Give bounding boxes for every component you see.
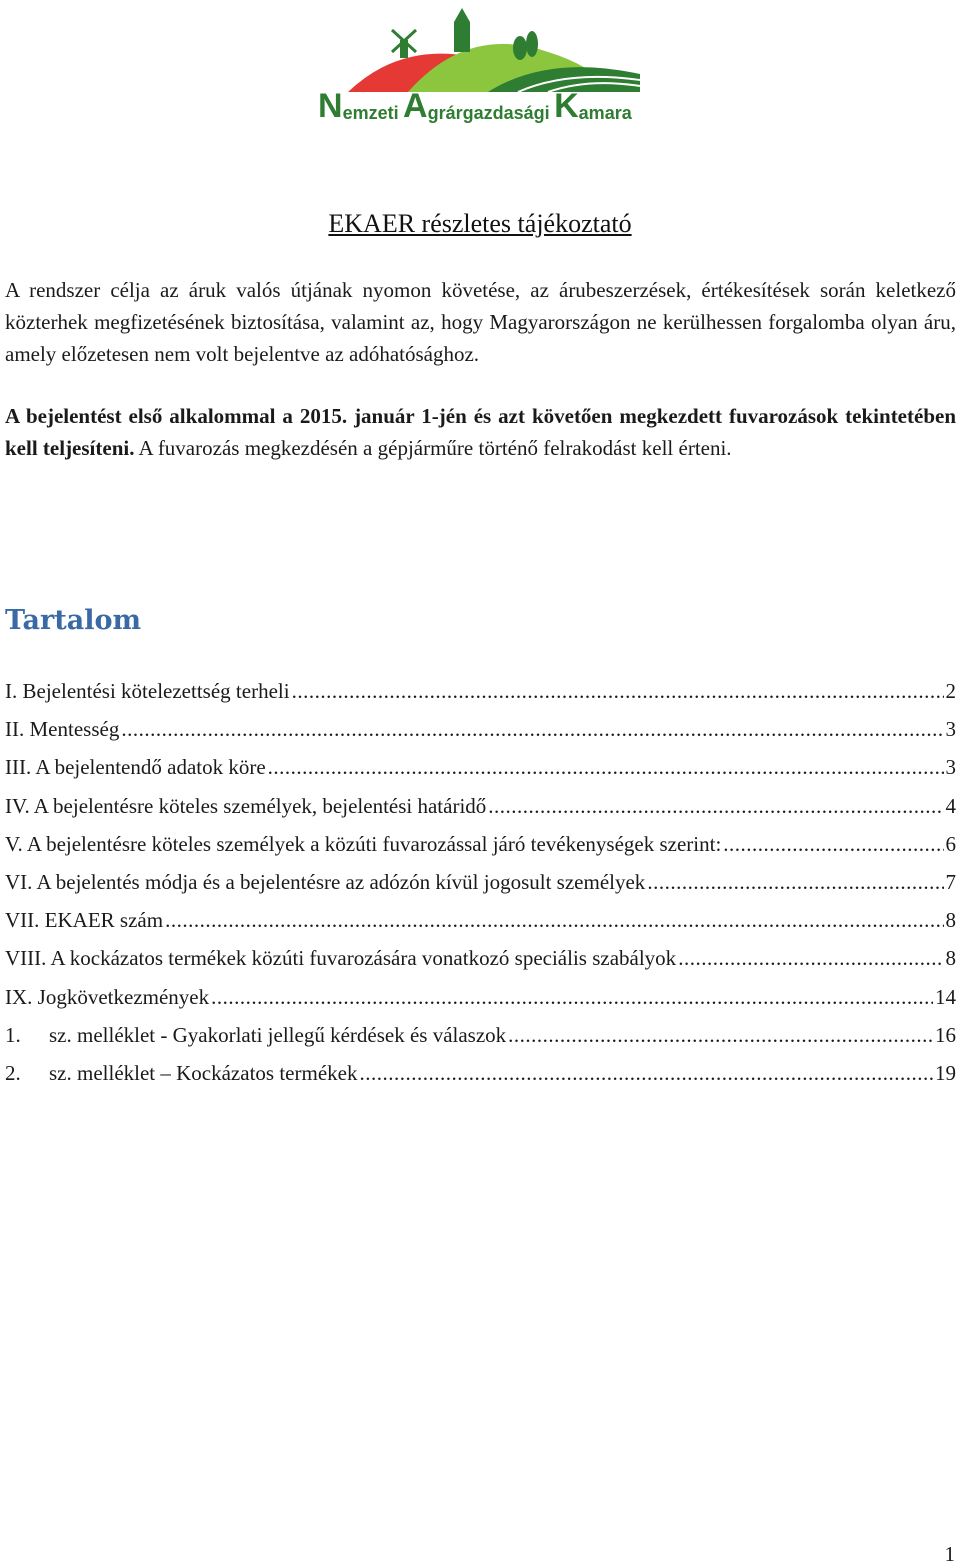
toc-entry-text: A bejelentés módja és a bejelentésre az adózón kívül jogosult személyek: [36, 869, 646, 894]
toc-entry-page: 2: [945, 679, 956, 703]
toc-entry-page: 3: [945, 755, 956, 780]
toc-entry-page: 8: [945, 908, 956, 933]
toc-entry-text: sz. melléklet - Gyakorlati jellegű kérdések és válaszok: [49, 1022, 507, 1047]
table-of-contents: [5, 672, 956, 1092]
intro-paragraph: A rendszer célja az áruk valós útjának nyomon követése, az árubeszerzések, értékesítések során keletkező közterhek megfizetésének biztosítása, valamint az, hogy Magyarországon ne kerülhessen forgalomba olyan áru, amely előzetesen nem volt bejelentve az adóhatósághoz.: [5, 278, 956, 366]
notice-bold-text: A bejelentést első alkalommal a 2015. január 1-jén és azt követően megkezdett fuvarozások tekintetében kell teljesíteni.: [5, 404, 956, 460]
toc-entry-text: A bejelentésre köteles személyek a közúti fuvarozással járó tevékenységek szerint:: [26, 831, 722, 856]
toc-entry-text: sz. melléklet – Kockázatos termékek: [49, 1060, 358, 1085]
logo-tree: [526, 31, 538, 57]
toc-entry-page: 4: [945, 793, 956, 818]
toc-entry-page: 7: [945, 869, 956, 894]
toc-entry[interactable]: [5, 939, 956, 977]
toc-dot-leader: [268, 748, 944, 786]
toc-dot-leader: [508, 1016, 933, 1054]
toc-entry[interactable]: [5, 825, 956, 863]
toc-entry-number: VIII.: [5, 946, 47, 971]
toc-entry-label: [5, 939, 676, 977]
toc-dot-leader: [165, 901, 943, 939]
document-title: EKAER részletes tájékoztató: [328, 209, 632, 238]
toc-entry-number: 2.: [5, 1060, 21, 1085]
logo-graphic: [318, 4, 642, 94]
toc-entry-number: IV.: [5, 793, 30, 818]
toc-entry-label: [5, 901, 163, 939]
toc-entry-number: 1.: [5, 1022, 21, 1047]
toc-entry-number: III.: [5, 755, 32, 780]
toc-entry-page: 6: [945, 831, 956, 856]
nak-logo: [318, 4, 642, 124]
toc-entry-page: 14: [935, 984, 956, 1009]
toc-entry-label: [5, 748, 266, 786]
toc-entry[interactable]: [5, 901, 956, 939]
toc-dot-leader: [488, 787, 943, 825]
logo-wordmark: Nemzeti Agrárgazdasági Kamara: [318, 87, 632, 125]
toc-entry-label: [5, 978, 209, 1016]
toc-entry-page: 3: [945, 717, 956, 742]
toc-entry[interactable]: [5, 672, 956, 710]
toc-entry[interactable]: [5, 1016, 956, 1054]
logo-church: [454, 22, 470, 52]
toc-dot-leader: [121, 710, 943, 748]
toc-entry[interactable]: [5, 863, 956, 901]
toc-entry-number: I.: [5, 679, 18, 703]
toc-entry-text: A kockázatos termékek közúti fuvarozására vonatkozó speciális szabályok: [50, 946, 677, 971]
notice-paragraph: [5, 400, 956, 464]
toc-entry[interactable]: [5, 710, 956, 748]
toc-entry[interactable]: [5, 978, 956, 1016]
toc-dot-leader: [359, 1054, 933, 1092]
toc-entry-label: [5, 710, 119, 748]
toc-dot-leader: [647, 863, 943, 901]
toc-entry-label: [5, 863, 645, 901]
toc-entry-label: [5, 1054, 357, 1092]
toc-entry-number: V.: [5, 831, 23, 856]
toc-entry[interactable]: [5, 787, 956, 825]
toc-entry-page: 19: [935, 1060, 956, 1085]
toc-dot-leader: [678, 939, 943, 977]
toc-entry-text: Bejelentési kötelezettség terheli: [22, 679, 290, 703]
toc-entry-label: [5, 672, 290, 710]
toc-entry-page: 8: [945, 946, 956, 971]
toc-entry-page: 16: [935, 1022, 956, 1047]
toc-entry-number: IX.: [5, 984, 33, 1009]
toc-entry-text: A bejelentésre köteles személyek, bejelentési határidő: [33, 793, 487, 818]
toc-dot-leader: [723, 825, 943, 863]
toc-entry-number: VI.: [5, 869, 33, 894]
toc-entry-label: [5, 825, 721, 863]
toc-dot-leader: [292, 672, 944, 710]
toc-entry-label: [5, 1016, 506, 1054]
page-number: 1: [944, 1542, 955, 1566]
toc-entry[interactable]: [5, 748, 956, 786]
toc-entry-text: EKAER szám: [44, 908, 164, 933]
toc-entry-number: II.: [5, 717, 25, 742]
toc-entry-text: Mentesség: [29, 717, 120, 742]
notice-text: A fuvarozás megkezdésén a gépjárműre történő felrakodást kell érteni.: [134, 436, 732, 460]
toc-entry[interactable]: [5, 1054, 956, 1092]
toc-entry-text: A bejelentendő adatok köre: [35, 755, 266, 780]
toc-entry-label: [5, 787, 486, 825]
toc-heading: Tartalom: [5, 605, 142, 636]
toc-entry-number: VII.: [5, 908, 40, 933]
toc-entry-text: Jogkövetkezmények: [37, 984, 210, 1009]
logo-tree: [513, 36, 527, 60]
toc-dot-leader: [211, 978, 933, 1016]
